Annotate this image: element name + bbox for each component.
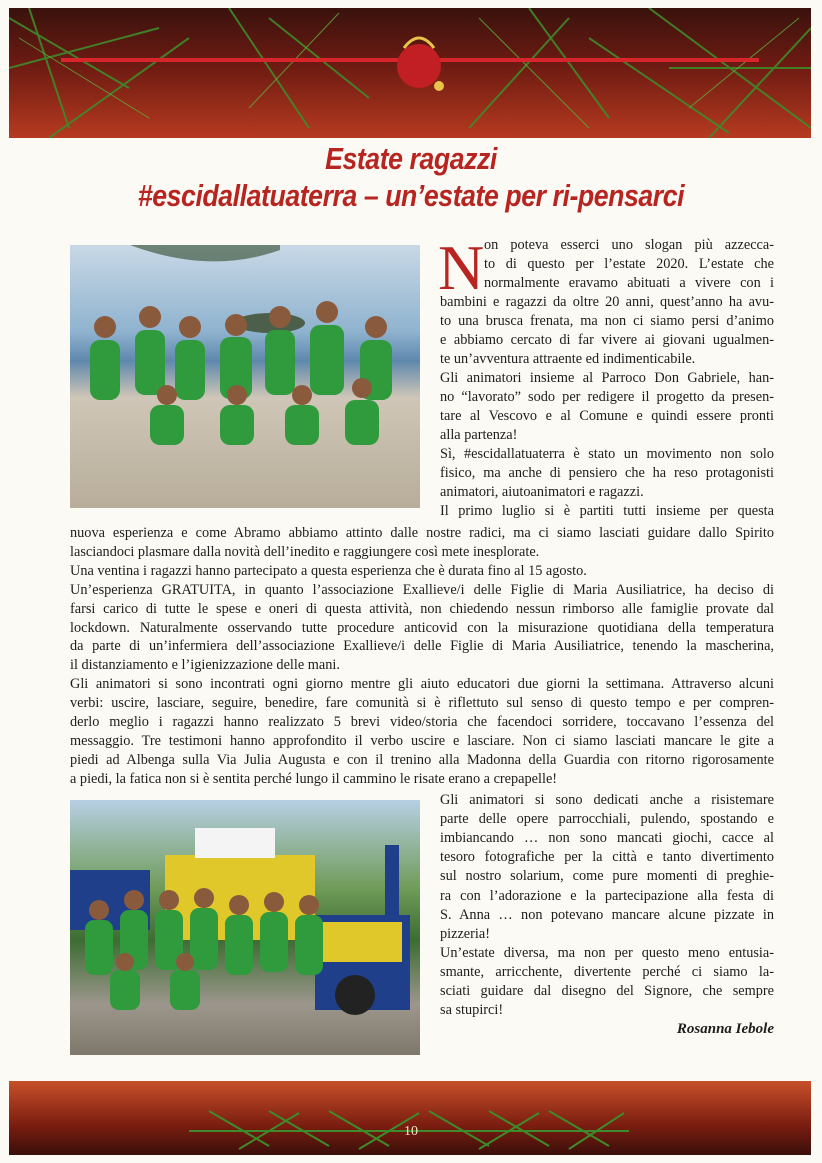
author-signature: Rosanna Iebole bbox=[676, 1021, 774, 1037]
article-line: normalmente eravamo abituati a vivere con i bbox=[484, 275, 774, 291]
article-line: parte delle opere parrocchiali, pulendo, spostando e bbox=[440, 811, 774, 828]
article-line: Un’estate diversa, ma non per questo meno entusia- bbox=[440, 944, 774, 961]
article-line: Gli animatori insieme al Parroco Don Gabriele, han- bbox=[440, 370, 774, 386]
article-line: bambini e ragazzi da oltre 20 anni, quest’anno ha avu- bbox=[440, 294, 774, 310]
article-line: Il primo luglio si è partiti tutti insieme per questa bbox=[440, 503, 774, 519]
header-banner bbox=[9, 8, 811, 138]
gift-bow-icon bbox=[397, 38, 444, 91]
article-line: smante, arricchente, divertente perché ci siamo la- bbox=[440, 963, 774, 980]
article-line: ra con l’adorazione e la partecipazione alla festa di bbox=[440, 887, 774, 904]
article-line: derlo meglio i ragazzi hanno realizzato 5 brevi video/storia che facendoci sorridere, toccavano l’essenza del bbox=[70, 714, 774, 730]
train-photo-illustration bbox=[70, 800, 420, 1055]
article-line: lockdown. Naturalmente osservando tutte procedure anticovid con la misurazione quotidiana della temperatura bbox=[70, 619, 774, 636]
article-line: da parte di un’infermiera dell’associazione Exallieve/i delle Figlie di Maria Ausiliatrice, tenendo la mascherina, bbox=[70, 638, 774, 655]
footer-banner bbox=[9, 1081, 811, 1155]
article-line: Sì, #escidallatuaterra è stato un movimento non solo bbox=[440, 446, 774, 462]
article-line: sa stupirci! bbox=[440, 1002, 504, 1019]
article-line: piedi ad Albenga sulla Via Julia Augusta e con il trenino alla Madonna della Guardia con ritorno rigorosamente bbox=[70, 751, 774, 768]
article-line: tesoro fotografiche per la città e tanto divertimento bbox=[440, 849, 774, 866]
article-title bbox=[75, 140, 748, 214]
article-line: Una ventina i ragazzi hanno partecipato a questa esperienza che è durata fino al 15 agosto. bbox=[70, 562, 587, 579]
article-line: on poteva esserci uno slogan più azzecca- bbox=[484, 237, 774, 253]
title-line-1: Estate ragazzi bbox=[325, 141, 497, 176]
article-line: te un’avventura attraente ed indimenticabile. bbox=[440, 351, 696, 367]
group-photo-seaside bbox=[70, 245, 420, 508]
title-line-2: #escidallatuaterra – un’estate per ri-pensarci bbox=[137, 178, 685, 213]
article-line: verbi: uscire, lasciare, seguire, benedire, fare comunità si è riflettuto sul senso di questo tempo e per compren- bbox=[70, 695, 774, 712]
article-line: fisico, ma anche di pensiero che ha reso protagonisti bbox=[440, 465, 774, 481]
article-line: alla partenza! bbox=[440, 427, 518, 443]
article-line: animatori, aiutoanimatori e ragazzi. bbox=[440, 484, 644, 500]
article-line: sul nostro solarium, come pure momenti di preghie- bbox=[440, 868, 774, 885]
article-line: to di questo per l’estate 2020. L’estate che bbox=[484, 256, 774, 272]
pine-branches-decoration bbox=[9, 8, 811, 138]
article-line: farsi carico di tutte le spese e oneri di questa attività, non chiedendo nessun rimborso alle famiglie provate dal bbox=[70, 600, 774, 617]
article-line: no “lavorato” sodo per redigere il progetto da presen- bbox=[440, 389, 774, 405]
article-line: Gli animatori si sono incontrati ogni giorno mentre gli aiuto educatori due giorni la settimana. Attraverso alcuni bbox=[70, 676, 774, 693]
article-line: S. Anna … non potevano mancare alcune pizzate in bbox=[440, 906, 774, 923]
article-line: Un’esperienza GRATUITA, in quanto l’associazione Exallieve/i delle Figlie di Maria Ausiliatrice, ha deciso di bbox=[70, 581, 774, 598]
drop-cap: N bbox=[438, 232, 485, 303]
article-line: sciati guidare dal disegno del Signore, che sempre bbox=[440, 983, 774, 999]
group-photo-train bbox=[70, 800, 420, 1055]
article-line: to una brusca frenata, ma non ci siamo persi d’animo bbox=[440, 313, 774, 329]
pine-branch-footer-decoration bbox=[9, 1081, 811, 1155]
article-line: a piedi, la fatica non si è sentita perché lungo il cammino le risate erano a crepapelle! bbox=[70, 770, 558, 787]
article-line: nuova esperienza e come Abramo abbiamo attinto dalle nostre radici, ma ci siamo lasciati guidare dallo Spirito bbox=[70, 525, 774, 541]
article-line: e abbiamo cercato di far vivere ai giovani ugualmen- bbox=[440, 332, 774, 348]
article-line: lasciandoci plasmare dalla novità dell’inedito e raggiungere così mete inesplorate. bbox=[70, 543, 540, 560]
group-photo-illustration bbox=[70, 245, 420, 508]
article-line: imbiancando … non sono mancati giochi, cacce al bbox=[440, 830, 774, 847]
article-line: messaggio. Tre testimoni hanno approfondito il verbo uscire e lasciare. Non ci siamo lasciati mancare le gite a bbox=[70, 732, 774, 749]
article-line: Gli animatori si sono dedicati anche a risistemare bbox=[440, 792, 774, 808]
article-line: tare al Vescovo e al Comune e quindi essere pronti bbox=[440, 408, 774, 424]
article-line: il distanziamento e l’igienizzazione delle mani. bbox=[70, 657, 340, 674]
page-number: 10 bbox=[404, 1124, 418, 1139]
article-line: pizzeria! bbox=[440, 925, 490, 942]
